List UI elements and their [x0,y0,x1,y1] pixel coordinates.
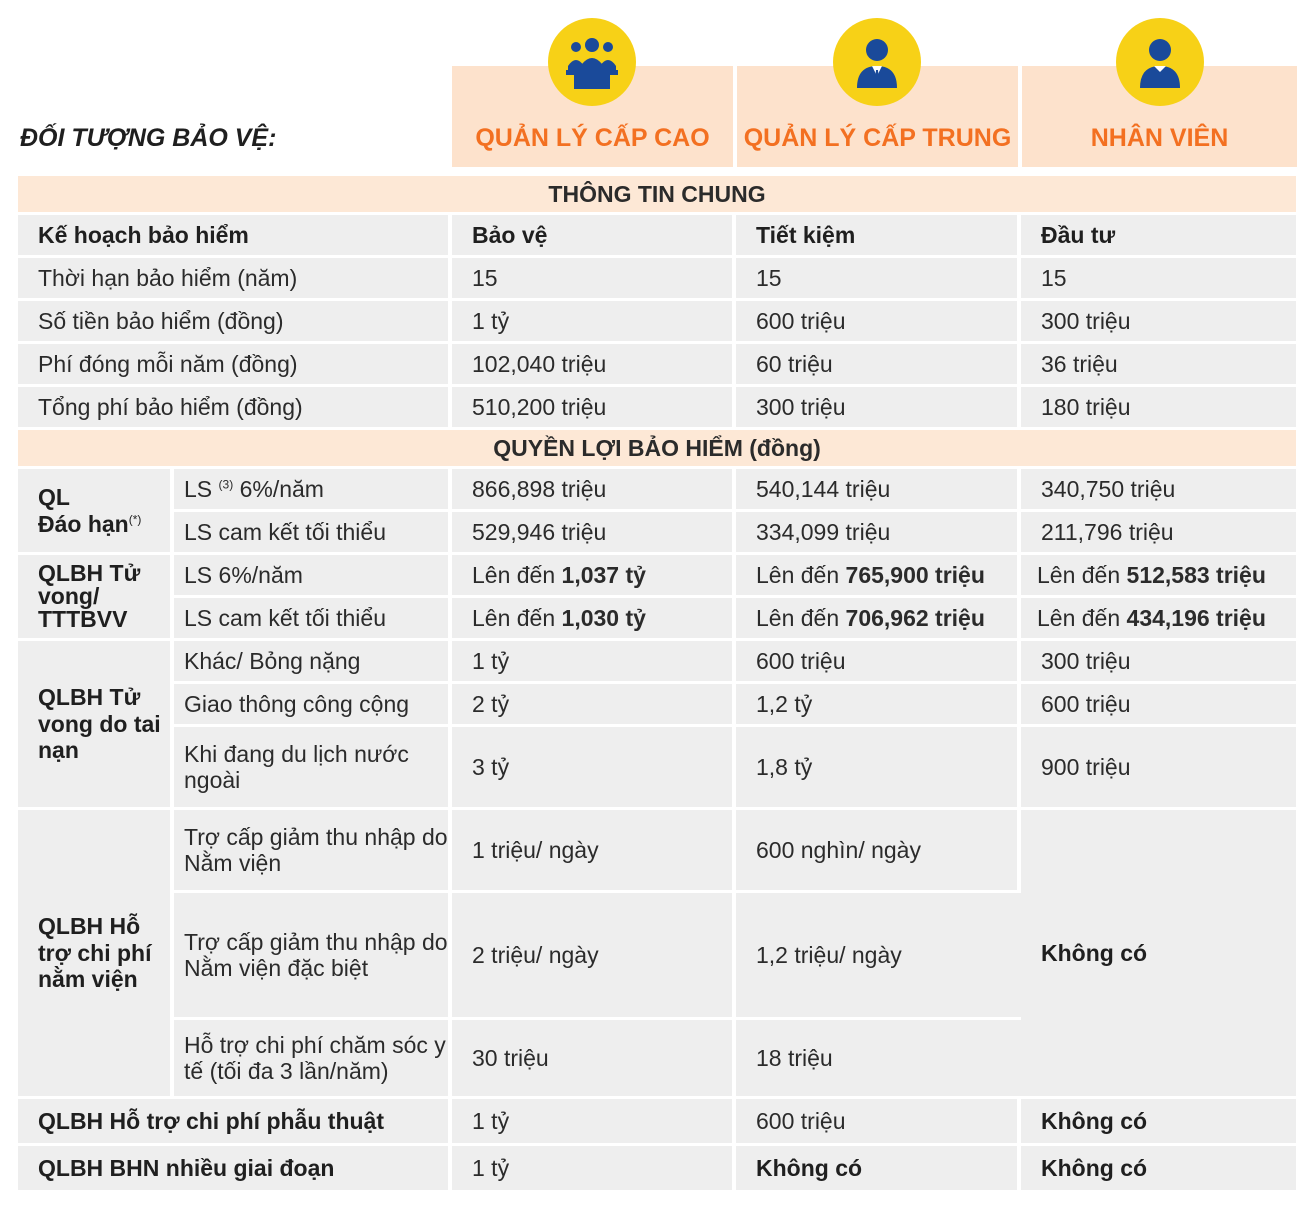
table-row [18,684,1296,724]
cell: 1,2 triệu/ ngày [736,893,1021,1017]
cell: 3 tỷ [452,727,736,807]
cell: 1,2 tỷ [736,684,1021,724]
comparison-table [18,173,1296,1193]
row-label: Trợ cấp giảm thu nhập do Nằm viện [174,810,452,890]
value: 706,962 triệu [845,604,985,631]
cell: 866,898 triệu [452,469,736,509]
cell: 30 triệu [452,1020,736,1096]
row-label: Khác/ Bỏng nặng [174,641,452,681]
value-prefix: Lên đến [1037,604,1127,631]
employee-icon [1116,18,1204,106]
row-label: Kế hoạch bảo hiểm [18,215,452,255]
column-title: QUẢN LÝ CẤP TRUNG [743,124,1012,152]
row-label: Tổng phí bảo hiểm (đồng) [18,387,452,427]
table-row [18,810,1296,890]
cell: 510,200 triệu [452,387,736,427]
cell: Bảo vệ [452,215,736,255]
value-prefix: Lên đến [756,561,846,588]
cell: 600 triệu [1021,684,1296,724]
group-label-hospital: QLBH Hỗ trợ chi phí nằm viện [18,810,174,1096]
row-label: Giao thông công cộng [174,684,452,724]
table-row [18,344,1296,384]
cell: 1 tỷ [452,1146,736,1190]
cell-employee-hospital: Không có [1021,810,1296,1096]
table-row [18,598,1296,638]
table-row [18,512,1296,552]
cell: 334,099 triệu [736,512,1021,552]
cell: Tiết kiệm [736,215,1021,255]
row-label: Khi đang du lịch nước ngoài [174,727,452,807]
value: 765,900 triệu [845,561,985,588]
cell: 15 [1021,258,1296,298]
row-label: Hỗ trợ chi phí chăm sóc y tế (tối đa 3 lần/năm) [174,1020,452,1096]
cell: 529,946 triệu [452,512,736,552]
cell: 600 triệu [736,1099,1021,1143]
group-label-accident: QLBH Tử vong do tai nạn [18,641,174,807]
section-row-benefits [18,430,1296,466]
cell: Đầu tư [1021,215,1296,255]
group-label-death: QLBH Tử vong/ TTTBVV [18,555,174,638]
footnote-mark: (3) [218,477,234,492]
cell: Không có [736,1146,1021,1190]
cell: 1,8 tỷ [736,727,1021,807]
senior-manager-icon [548,18,636,106]
cell: 540,144 triệu [736,469,1021,509]
cell [736,555,1021,595]
cell: 18 triệu [736,1020,1021,1096]
row-label: LS cam kết tối thiểu [174,512,452,552]
value: 434,196 triệu [1126,604,1266,631]
value-prefix: Lên đến [1037,561,1127,588]
row-label: LS 6%/năm [174,555,452,595]
cell: 2 tỷ [452,684,736,724]
cell [452,555,736,595]
cell: 340,750 triệu [1021,469,1296,509]
cell: 1 tỷ [452,1099,736,1143]
row-label: Số tiền bảo hiểm (đồng) [18,301,452,341]
table-row [18,555,1296,595]
table-row [18,301,1296,341]
cell: Không có [1021,1146,1296,1190]
cell [452,598,736,638]
row-label: LS cam kết tối thiểu [174,598,452,638]
row-label: QLBH Hỗ trợ chi phí phẫu thuật [18,1099,452,1143]
protected-subject-label: ĐỐI TƯỢNG BẢO VỆ: [20,124,277,152]
cell: 300 triệu [736,387,1021,427]
cell [1021,598,1296,638]
cell: 1 triệu/ ngày [452,810,736,890]
cell: 180 triệu [1021,387,1296,427]
cell: 1 tỷ [452,641,736,681]
table-row [18,258,1296,298]
footnote-mark: (*) [128,511,142,526]
value-prefix: Lên đến [472,561,562,588]
table-row [18,469,1296,509]
value-prefix: Lên đến [472,604,562,631]
group-label-maturity [18,469,174,552]
cell: 15 [452,258,736,298]
cell: 1 tỷ [452,301,736,341]
middle-manager-icon [833,18,921,106]
cell: 36 triệu [1021,344,1296,384]
column-title: QUẢN LÝ CẤP CAO [475,124,710,152]
cell: 600 triệu [736,641,1021,681]
cell: 300 triệu [1021,301,1296,341]
table-row [18,1099,1296,1143]
table-row [18,387,1296,427]
label-text: 6%/năm [233,475,324,502]
table-row [18,727,1296,807]
table-row [18,641,1296,681]
table-row [18,215,1296,255]
group-label-line: QL [38,484,70,511]
table-row [18,1146,1296,1190]
cell: 211,796 triệu [1021,512,1296,552]
cell [736,598,1021,638]
value: 1,037 tỷ [561,561,646,588]
group-label-line: Đáo hạn [38,510,129,537]
cell: 2 triệu/ ngày [452,893,736,1017]
column-title: NHÂN VIÊN [1090,124,1229,152]
row-label [174,469,452,509]
section-row-general [18,176,1296,212]
cell: 15 [736,258,1021,298]
section-title: QUYỀN LỢI BẢO HIỂM (đồng) [18,430,1296,466]
row-label: Thời hạn bảo hiểm (năm) [18,258,452,298]
section-title: THÔNG TIN CHUNG [18,176,1296,212]
cell: 600 nghìn/ ngày [736,810,1021,890]
row-label: Phí đóng mỗi năm (đồng) [18,344,452,384]
value: 512,583 triệu [1126,561,1266,588]
cell: 300 triệu [1021,641,1296,681]
cell: 102,040 triệu [452,344,736,384]
value: 1,030 tỷ [561,604,646,631]
cell: 60 triệu [736,344,1021,384]
row-label: Trợ cấp giảm thu nhập do Nằm viện đặc biệt [174,893,452,1017]
row-label: QLBH BHN nhiều giai đoạn [18,1146,452,1190]
value-prefix: Lên đến [756,604,846,631]
cell [1021,555,1296,595]
cell: 900 triệu [1021,727,1296,807]
label-text: LS [184,475,213,502]
cell: Không có [1021,1099,1296,1143]
cell: 600 triệu [736,301,1021,341]
